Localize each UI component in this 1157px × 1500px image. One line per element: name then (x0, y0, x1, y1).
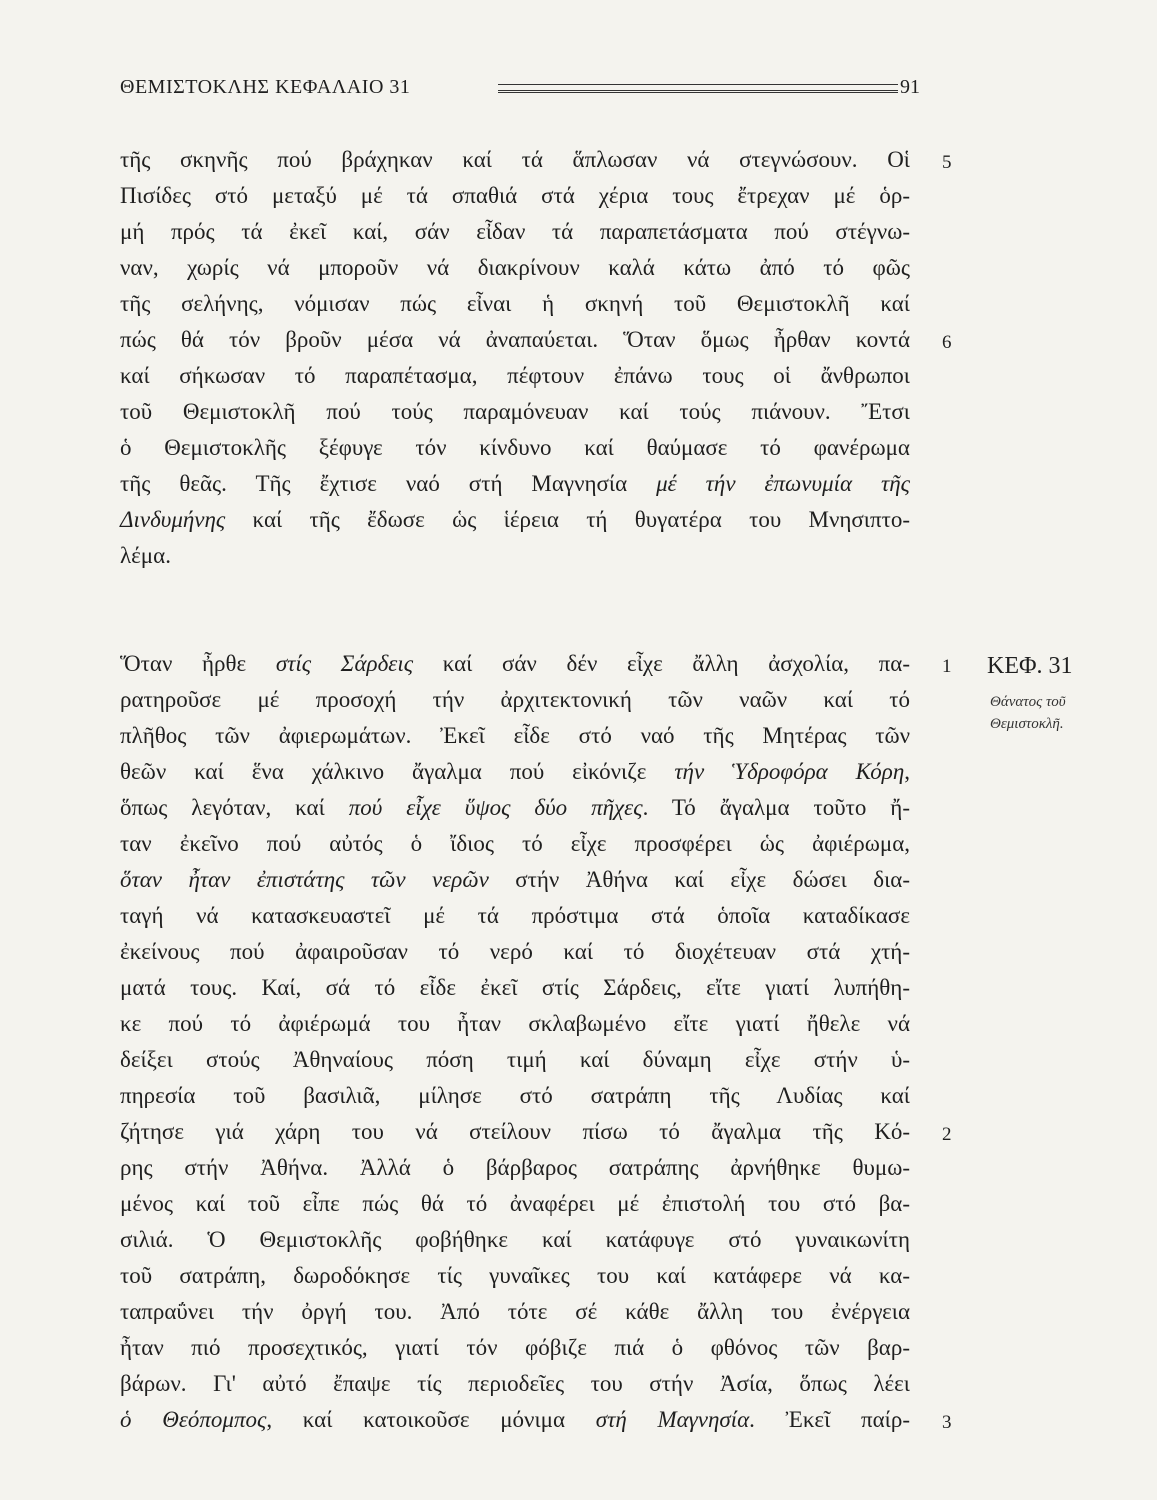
text-line: σιλιά. Ὁ Θεμιστοκλῆς φοβήθηκε καί κατάφυγε στό γυναικωνίτη (120, 1227, 910, 1252)
text-line: πλῆθος τῶν ἀφιερωμάτων. Ἐκεῖ εἶδε στό ναό τῆς Μητέρας τῶν (120, 723, 910, 748)
text-line: ναν, χωρίς νά μποροῦν νά διακρίνουν καλά κάτω ἀπό τό φῶς (120, 255, 910, 280)
margin-line-number: 1 (942, 656, 952, 677)
italic-span: μέ τήν ἐπωνυμία τῆς (656, 471, 910, 496)
text-span: ὅπως λεγόταν, καί (120, 795, 349, 820)
text-line: πηρεσία τοῦ βασιλιᾶ, μίλησε στό σατράπη τῆς Λυδίας καί (120, 1083, 910, 1108)
running-title: ΘΕΜΙΣΤΟΚΛΗΣ ΚΕΦΑΛΑΙΟ 31 (120, 76, 411, 98)
text-line (120, 864, 910, 896)
text-line (120, 792, 910, 824)
text-line: ἐκείνους πού ἀφαιροῦσαν τό νερό καί τό διοχέτευαν στά χτή- (120, 939, 910, 964)
italic-span: Δινδυμήνης (120, 507, 226, 532)
chapter-subtitle-line: Θεμιστοκλῆ. (990, 716, 1064, 732)
text-span: τῆς θεᾶς. Τῆς ἔχτισε ναό στή Μαγνησία (120, 471, 657, 496)
text-span: . Τό ἄγαλμα τοῦτο ἤ- (642, 795, 910, 820)
margin-line-number: 2 (942, 1124, 952, 1145)
text-line: κε πού τό ἀφιέρωμά του ἦταν σκλαβωμένο εἴτε γιατί ἤθελε νά (120, 1011, 910, 1036)
text-line: βάρων. Γι' αὐτό ἔπαψε τίς περιοδεῖες του στήν Ἀσία, ὅπως λέει (120, 1371, 910, 1396)
text-line: μή πρός τά ἐκεῖ καί, σάν εἶδαν τά παραπετάσματα πού στέγνω- (120, 219, 910, 244)
text-span: . Ἐκεῖ παίρ- (749, 1407, 910, 1432)
page-header (120, 76, 920, 100)
page-number: 91 (900, 76, 920, 98)
text-line: ζήτησε γιά χάρη του νά στείλουν πίσω τό ἄγαλμα τῆς Κό- (120, 1119, 910, 1144)
text-line: τοῦ Θεμιστοκλῆ πού τούς παραμόνευαν καί τούς πιάνουν. Ἔτσι (120, 399, 910, 424)
text-line: ὁ Θεμιστοκλῆς ξέφυγε τόν κίνδυνο καί θαύμασε τό φανέρωμα (120, 435, 910, 460)
text-line: καί σήκωσαν τό παραπέτασμα, πέφτουν ἐπάνω τους οἱ ἄνθρωποι (120, 363, 910, 388)
text-line (120, 756, 910, 788)
text-line: ματά τους. Καί, σά τό εἶδε ἐκεῖ στίς Σάρδεις, εἴτε γιατί λυπήθη- (120, 975, 910, 1000)
italic-span: ὁ Θεόπομπος (120, 1407, 267, 1432)
text-span: Ὅταν ἦρθε (120, 651, 276, 676)
text-span: , (904, 759, 910, 784)
text-span: , καί κατοικοῦσε μόνιμα (266, 1407, 596, 1432)
text-line (120, 468, 910, 500)
chapter-subtitle-line: Θάνατος τοῦ (990, 694, 1066, 710)
text-line: Πισίδες στό μεταξύ μέ τά σπαθιά στά χέρια τους ἔτρεχαν μέ ὁρ- (120, 183, 910, 208)
italic-span: ὅταν ἦταν ἐπιστάτης τῶν νερῶν (120, 867, 489, 892)
text-line: τῆς σκηνῆς πού βράχηκαν καί τά ἅπλωσαν νά στεγνώσουν. Οἱ (120, 147, 910, 172)
italic-span: στίς Σάρδεις (275, 651, 414, 676)
text-line: τῆς σελήνης, νόμισαν πώς εἶναι ἡ σκηνή τοῦ Θεμιστοκλῆ καί (120, 291, 910, 316)
header-rule (498, 84, 898, 93)
margin-line-number: 3 (942, 1412, 952, 1433)
text-span: καί σάν δέν εἶχε ἄλλη ἀσχολία, πα- (413, 651, 910, 676)
text-line (120, 1404, 910, 1436)
text-span: στήν Ἀθήνα καί εἶχε δώσει δια- (488, 867, 910, 892)
text-line: ρατηροῦσε μέ προσοχή τήν ἀρχιτεκτονική τῶν ναῶν καί τό (120, 687, 910, 712)
text-line: ἦταν πιό προσεχτικός, γιατί τόν φόβιζε πιά ὁ φθόνος τῶν βαρ- (120, 1335, 910, 1360)
margin-line-number: 5 (942, 152, 952, 173)
text-line (120, 648, 910, 680)
text-line: ρης στήν Ἀθήνα. Ἀλλά ὁ βάρβαρος σατράπης ἀρνήθηκε θυμω- (120, 1155, 910, 1180)
italic-span: πού εἶχε ὕψος δύο πῆχες (348, 795, 643, 820)
text-line: λέμα. (120, 543, 171, 568)
text-line: μένος καί τοῦ εἶπε πώς θά τό ἀναφέρει μέ ἐπιστολή του στό βα- (120, 1191, 910, 1216)
text-line: δείξει στούς Ἀθηναίους πόση τιμή καί δύναμη εἶχε στήν ὑ- (120, 1047, 910, 1072)
text-line (120, 504, 910, 536)
text-span: καί τῆς ἔδωσε ὡς ἱέρεια τή θυγατέρα του Μνησιπτο- (225, 507, 910, 532)
italic-span: στή Μαγνησία (595, 1407, 750, 1432)
margin-line-number: 6 (942, 332, 952, 353)
text-line: ταγή νά κατασκευαστεῖ μέ τά πρόστιμα στά ὁποῖα καταδίκασε (120, 903, 910, 928)
text-line: πώς θά τόν βροῦν μέσα νά ἀναπαύεται. Ὅταν ὅμως ἦρθαν κοντά (120, 327, 910, 352)
text-line: τοῦ σατράπη, δωροδόκησε τίς γυναῖκες του καί κατάφερε νά κα- (120, 1263, 910, 1288)
text-line: ταν ἐκεῖνο πού αὐτός ὁ ἴδιος τό εἶχε προσφέρει ὡς ἀφιέρωμα, (120, 831, 910, 856)
text-span: θεῶν καί ἕνα χάλκινο ἄγαλμα πού εἰκόνιζε (120, 759, 675, 784)
text-line: ταπραΰνει τήν ὀργή του. Ἀπό τότε σέ κάθε ἄλλη του ἐνέργεια (120, 1299, 910, 1324)
chapter-heading: ΚΕΦ. 31 (987, 653, 1073, 679)
italic-span: τήν Ὑδροφόρα Κόρη (674, 759, 905, 784)
